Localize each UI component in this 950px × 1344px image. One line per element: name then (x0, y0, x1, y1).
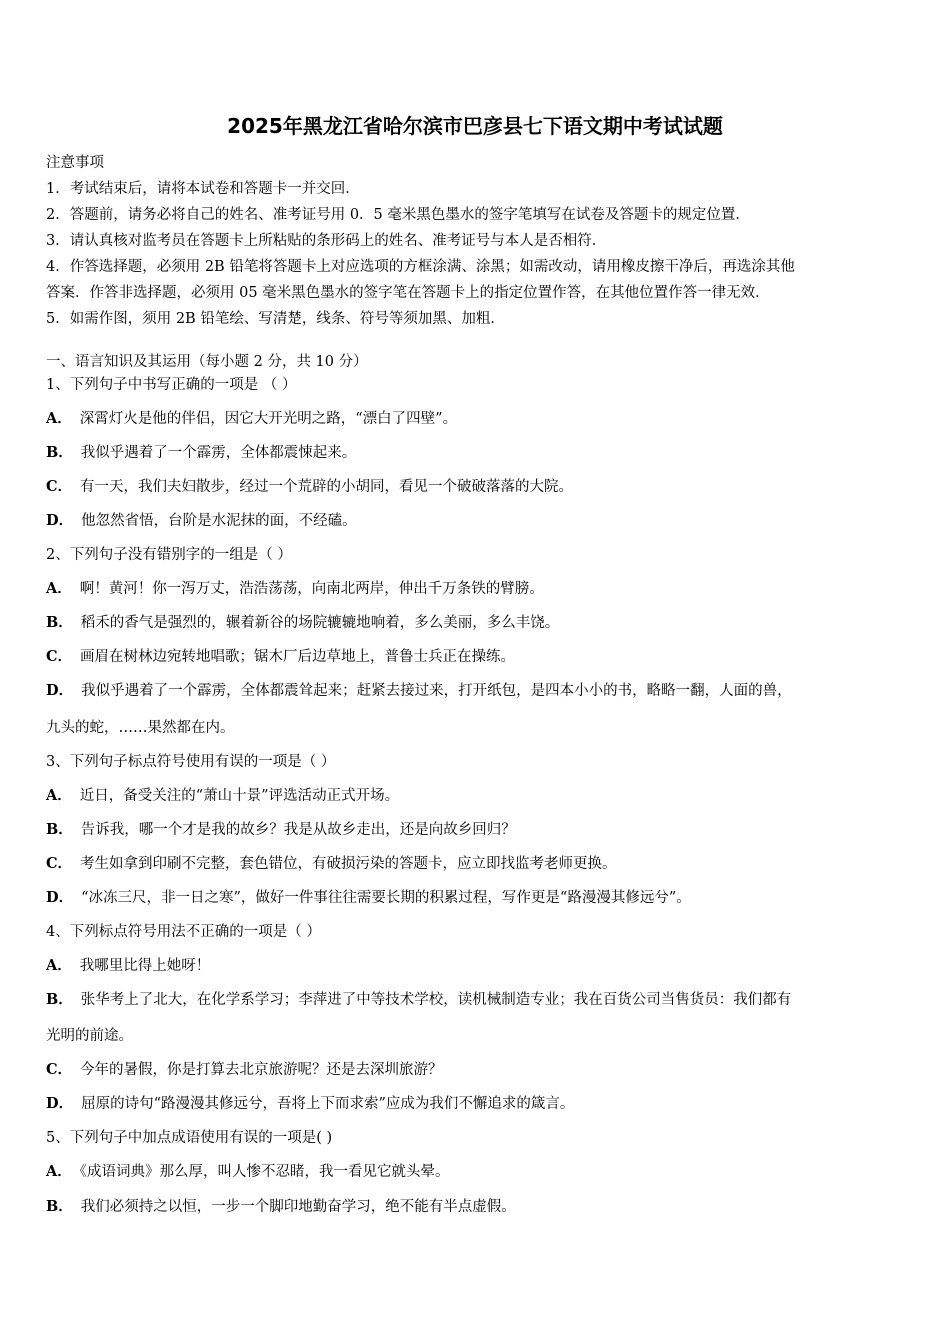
option-letter: D． (46, 682, 74, 699)
option-text: 我哪里比得上她呀！ (79, 958, 211, 974)
option-letter: B． (46, 821, 73, 838)
option-text: 张华考上了北大，在化学系学习；李萍进了中等技术学校，读机械制造专业；我在百货公司当售货员：我们都有 (80, 992, 792, 1008)
question-5-stem: 5、下列句子中加点成语使用有误的一项是( ) (46, 1130, 333, 1146)
question-4-option-b (46, 988, 791, 1012)
option-text: 啊！黄河！你一泻万丈，浩浩荡荡，向南北两岸，伸出千万条铁的臂膀。 (79, 581, 544, 597)
question-1-option-b (46, 441, 356, 465)
option-letter: A． (46, 957, 72, 974)
option-letter: C． (46, 855, 73, 872)
option-letter: A． (46, 410, 72, 427)
option-letter: C． (46, 1061, 73, 1078)
option-letter: A． (46, 1163, 72, 1180)
notice-item: 1．考试结束后，请将本试卷和答题卡一并交回． (46, 181, 360, 197)
option-text: 深霄灯火是他的伴侣，因它大开光明之路，“漂白了四壁”。 (79, 411, 458, 427)
notice-item: 4．作答选择题，必须用 2B 铅笔将答题卡上对应选项的方框涂满、涂黑；如需改动，请用橡皮擦干净后，再选涂其他 (46, 259, 795, 275)
question-4-option-c (46, 1058, 443, 1082)
option-letter: C． (46, 648, 73, 665)
option-letter: C． (46, 478, 73, 495)
question-3-option-c (46, 852, 617, 876)
question-2-option-b (46, 611, 559, 635)
notice-item: 答案．作答非选择题，必须用 05 毫米黑色墨水的签字笔在答题卡上的指定位置作答，在其他位置作答一律无效． (46, 285, 770, 301)
option-text: 近日，备受关注的“萧山十景”评选活动正式开场。 (79, 788, 400, 804)
question-2-option-d-continued (46, 716, 235, 740)
option-text: 《成语词典》那么厚，叫人惨不忍睹，我一看见它就头晕。 (79, 1164, 450, 1180)
option-letter: B． (46, 991, 73, 1008)
option-text: 我们必须持之以恒，一步一个脚印地勤奋学习，绝不能有半点虚假。 (80, 1199, 516, 1215)
section-heading: 一、语言知识及其运用（每小题 2 分，共 10 分） (46, 354, 368, 370)
question-2-option-a (46, 577, 544, 601)
question-1-stem: 1、下列句子中书写正确的一项是 （ ） (46, 377, 297, 393)
option-text: 今年的暑假，你是打算去北京旅游呢？还是去深圳旅游？ (80, 1062, 443, 1078)
option-text: 光明的前途。 (46, 1028, 133, 1044)
question-4-stem: 4、下列标点符号用法不正确的一项是（ ） (46, 924, 321, 940)
question-5-option-b (46, 1195, 516, 1219)
question-2-option-c (46, 645, 515, 669)
option-text: 告诉我，哪一个才是我的故乡？我是从故乡走出，还是向故乡回归？ (80, 822, 516, 838)
question-5-option-a (46, 1160, 450, 1184)
question-1-option-d (46, 509, 357, 533)
notice-block (46, 150, 906, 332)
option-text: 考生如拿到印刷不完整，套色错位，有破损污染的答题卡，应立即找监考老师更换。 (80, 856, 617, 872)
option-text: 九头的蛇，……果然都在内。 (46, 720, 235, 736)
option-letter: B． (46, 1198, 73, 1215)
option-letter: A． (46, 580, 72, 597)
option-text: 我似乎遇着了一个霹雳，全体都震悚起来。 (80, 445, 357, 461)
option-letter: A． (46, 787, 72, 804)
page-title: 2025年黑龙江省哈尔滨市巴彦县七下语文期中考试试题 (227, 114, 723, 138)
option-text: 他忽然省悟，台阶是水泥抹的面，不经磕。 (81, 513, 357, 529)
option-text: 画眉在树林边宛转地唱歌；锯木厂后边草地上，普鲁士兵正在操练。 (80, 649, 516, 665)
option-text: 屈原的诗句“路漫漫其修远兮，吾将上下而求索”应成为我们不懈追求的箴言。 (81, 1096, 575, 1112)
question-2-option-d (46, 679, 792, 703)
option-text: 有一天，我们夫妇散步，经过一个荒辟的小胡同，看见一个破破落落的大院。 (80, 479, 574, 495)
question-3-option-a (46, 784, 399, 808)
question-3-option-d (46, 886, 691, 910)
option-text: 稻禾的香气是强烈的，辗着新谷的场院辘辘地响着，多么美丽，多么丰饶。 (80, 615, 560, 631)
notice-item: 3．请认真核对监考员在答题卡上所粘贴的条形码上的姓名、准考证号与本人是否相符． (46, 233, 607, 249)
question-2-stem: 2、下列句子没有错别字的一组是（ ） (46, 547, 292, 563)
question-4-option-b-continued (46, 1024, 133, 1048)
option-letter: D． (46, 1095, 74, 1112)
question-1-option-a (46, 407, 457, 431)
option-letter: D． (46, 512, 74, 529)
option-letter: B． (46, 444, 73, 461)
question-1-option-c (46, 475, 573, 499)
option-letter: B． (46, 614, 73, 631)
option-text: 我似乎遇着了一个霹雳，全体都震耸起来；赶紧去接过来，打开纸包，是四本小小的书，略略一翻，人面的兽， (81, 683, 792, 699)
question-4-option-d (46, 1092, 574, 1116)
option-letter: D． (46, 889, 74, 906)
notice-item: 2．答题前，请务必将自己的姓名、准考证号用 0．5 毫米黑色墨水的签字笔填写在试卷及答题卡的规定位置． (46, 207, 750, 223)
question-4-option-a (46, 954, 210, 978)
notice-heading: 注意事项 (46, 155, 104, 171)
option-text: “冰冻三尺，非一日之寒”，做好一件事往往需要长期的积累过程，写作更是“路漫漫其修远兮”。 (81, 890, 691, 906)
notice-item: 5．如需作图，须用 2B 铅笔绘、写清楚，线条、符号等须加黑、加粗． (46, 311, 505, 327)
question-3-stem: 3、下列句子标点符号使用有误的一项是（ ） (46, 754, 336, 770)
question-3-option-b (46, 818, 516, 842)
